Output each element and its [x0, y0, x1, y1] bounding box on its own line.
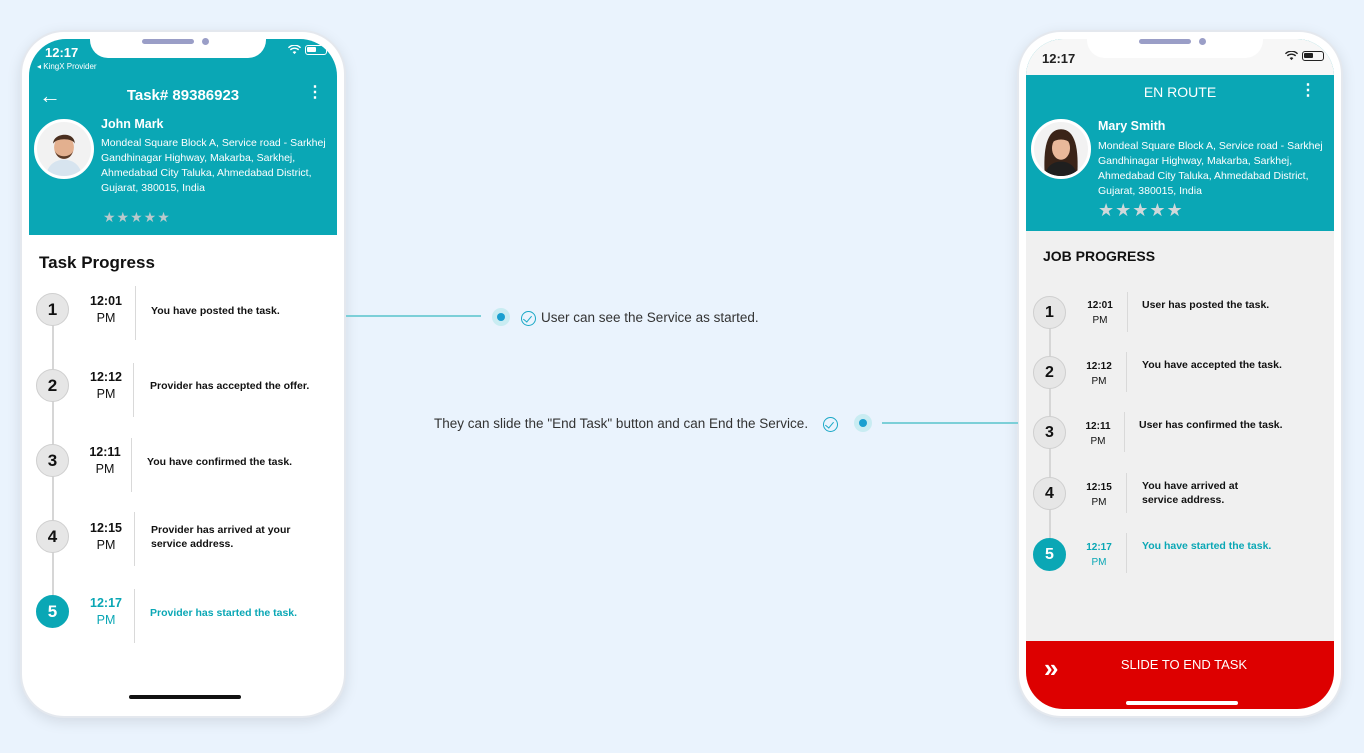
- job-header-panel: [1026, 39, 1334, 231]
- left-phone: [20, 30, 346, 718]
- slide-to-end-task-label: SLIDE TO END TASK: [1120, 657, 1248, 672]
- step-time: 12:17 PM: [1086, 542, 1112, 568]
- back-to-app-link[interactable]: ◂ KingX Provider: [37, 62, 97, 71]
- annotation-connector-middle: [882, 422, 1018, 424]
- more-options-icon[interactable]: ⋮: [1300, 82, 1316, 99]
- right-phone-screen: [1026, 39, 1334, 709]
- step-time: 12:11 PM: [1085, 421, 1111, 447]
- check-circle-icon: [823, 417, 838, 432]
- customer-address: Mondeal Square Block A, Service road - Sarkhej Gandhinagar Highway, Makarba, Sarkhej, Ahmedabad City Taluka, Ahmedabad District, Gujarat, 380015, India: [1098, 140, 1323, 197]
- step-number: 1: [1033, 296, 1066, 329]
- camera: [202, 38, 209, 45]
- left-phone-screen: [29, 39, 337, 709]
- step-number: 5: [36, 595, 69, 628]
- slide-to-end-task-button[interactable]: [1026, 641, 1334, 709]
- step-divider: [134, 589, 135, 643]
- step-text: User has confirmed the task.: [1139, 419, 1283, 431]
- step-number: 4: [36, 520, 69, 553]
- status-icons: [288, 45, 327, 55]
- rating-stars: ★★★★★: [1098, 200, 1184, 220]
- progress-step: [29, 363, 337, 419]
- phone-notch: [1087, 32, 1263, 58]
- step-divider: [1126, 473, 1127, 513]
- step-text: You have confirmed the task.: [147, 456, 293, 468]
- camera: [1199, 38, 1206, 45]
- annotation-middle-text: They can slide the "End Task" button and can End the Service.: [434, 416, 809, 431]
- section-title: JOB PROGRESS: [1043, 248, 1156, 264]
- status-icons: [1285, 51, 1324, 61]
- step-divider: [1126, 533, 1127, 573]
- annotation-dot-middle: [854, 414, 872, 432]
- step-number: 1: [36, 293, 69, 326]
- progress-step: [29, 589, 337, 645]
- step-time: 12:15 PM: [1086, 482, 1112, 508]
- progress-step: [1026, 410, 1334, 466]
- step-divider: [134, 512, 135, 566]
- home-indicator: [129, 695, 241, 699]
- step-divider: [1127, 292, 1128, 332]
- step-divider: [135, 286, 136, 340]
- annotation-connector-top: [346, 315, 481, 317]
- more-options-icon[interactable]: ⋮: [307, 84, 323, 101]
- progress-step: [29, 438, 337, 494]
- right-phone: [1017, 30, 1343, 718]
- speaker: [1139, 39, 1191, 44]
- progress-step: [1026, 471, 1334, 527]
- check-circle-icon: [521, 311, 536, 326]
- progress-step: [1026, 289, 1334, 345]
- rating-stars: ★★★★★: [103, 209, 171, 225]
- step-text: Provider has started the task.: [150, 607, 298, 619]
- step-time: 12:01 PM: [90, 294, 122, 325]
- step-time: 12:17 PM: [90, 596, 122, 627]
- female-avatar-icon: [1034, 122, 1088, 176]
- step-time: 12:11 PM: [89, 445, 121, 476]
- step-text: Provider has accepted the offer.: [150, 380, 310, 392]
- step-divider: [133, 363, 134, 417]
- page-title: Task# 89386923: [126, 87, 240, 104]
- task-header-panel: [29, 39, 337, 235]
- wifi-icon: [288, 45, 301, 55]
- step-divider: [131, 438, 132, 492]
- double-chevron-right-icon[interactable]: »: [1044, 653, 1059, 683]
- home-indicator: [1126, 701, 1238, 705]
- step-number: 2: [36, 369, 69, 402]
- customer-avatar: [1031, 119, 1091, 179]
- progress-step: [1026, 531, 1334, 587]
- step-text: User has posted the task.: [1142, 299, 1270, 311]
- step-number: 2: [1033, 356, 1066, 389]
- customer-avatar: [34, 119, 94, 179]
- wifi-icon: [1285, 51, 1298, 61]
- step-number: 3: [1033, 416, 1066, 449]
- step-text: You have posted the task.: [151, 305, 280, 317]
- customer-name: John Mark: [101, 117, 164, 131]
- male-avatar-icon: [37, 122, 91, 176]
- phone-notch: [90, 32, 266, 58]
- step-time: 12:15 PM: [90, 521, 122, 552]
- progress-step: [1026, 350, 1334, 406]
- step-text: Provider has arrived at your service address.: [151, 524, 291, 550]
- customer-address: Mondeal Square Block A, Service road - Sarkhej Gandhinagar Highway, Makarba, Sarkhej, Ahmedabad City Taluka, Ahmedabad District, Gujarat, 380015, India: [101, 137, 326, 194]
- step-time: 12:12 PM: [90, 370, 122, 401]
- step-text: You have started the task.: [1142, 540, 1272, 552]
- step-text: You have arrived at service address.: [1142, 480, 1239, 506]
- progress-step: [29, 514, 337, 570]
- step-divider: [1124, 412, 1125, 452]
- section-title: Task Progress: [39, 253, 155, 272]
- step-number: 5: [1033, 538, 1066, 571]
- step-divider: [1126, 352, 1127, 392]
- progress-step: [29, 287, 337, 343]
- step-number: 3: [36, 444, 69, 477]
- battery-icon: [305, 45, 327, 55]
- speaker: [142, 39, 194, 44]
- step-time: 12:12 PM: [1086, 361, 1112, 387]
- step-text: You have accepted the task.: [1142, 359, 1282, 371]
- back-arrow-icon[interactable]: ←: [39, 83, 61, 108]
- customer-name: Mary Smith: [1098, 119, 1166, 133]
- step-number: 4: [1033, 477, 1066, 510]
- annotation-top-text: User can see the Service as started.: [541, 310, 759, 325]
- step-time: 12:01 PM: [1087, 300, 1113, 326]
- annotation-dot-top: [492, 308, 510, 326]
- status-time: 12:17: [45, 45, 79, 60]
- page-title: EN ROUTE: [1143, 84, 1217, 100]
- status-time: 12:17: [1042, 51, 1076, 66]
- battery-icon: [1302, 51, 1324, 61]
